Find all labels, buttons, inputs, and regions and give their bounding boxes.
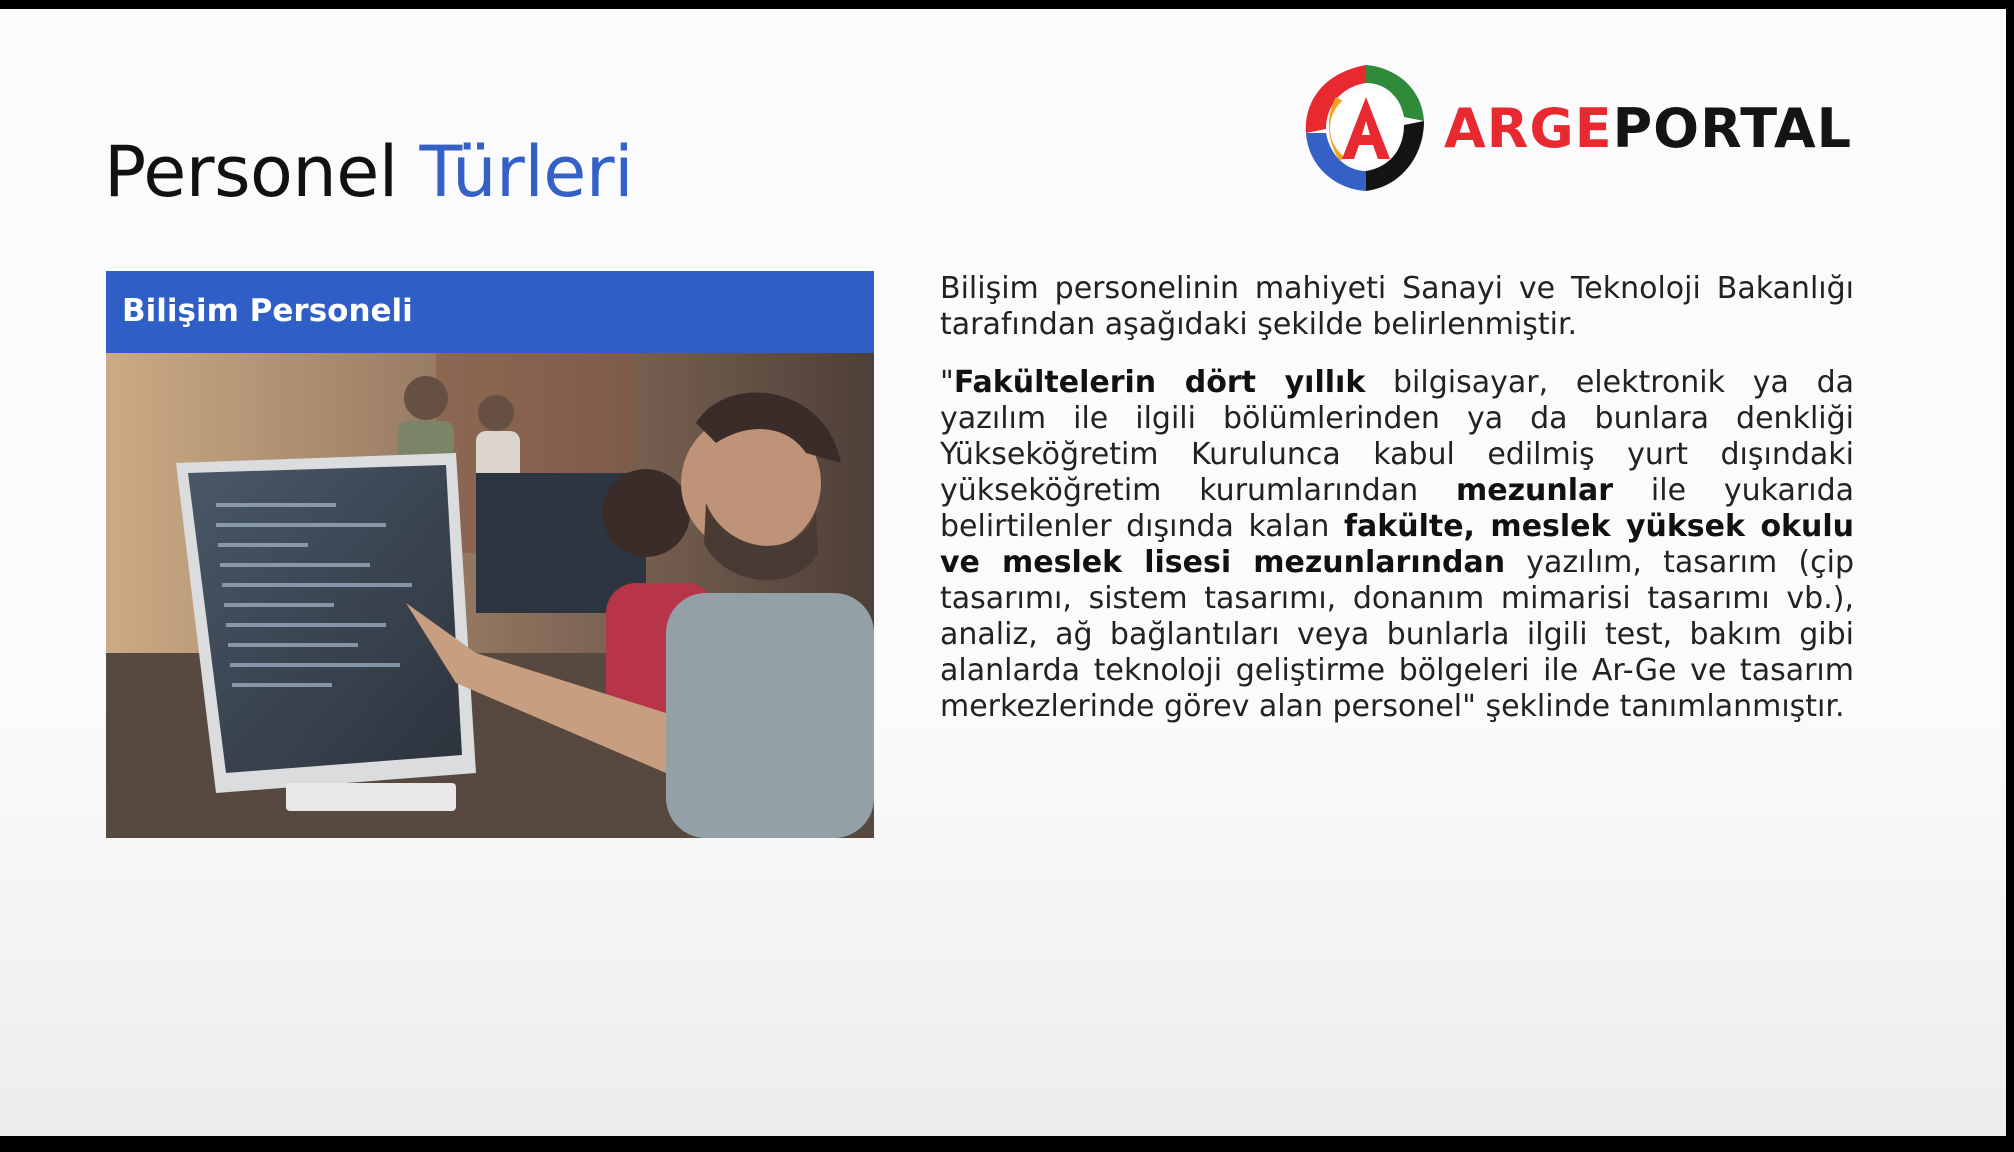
quote-segment-bold: mezunlar: [1455, 473, 1614, 508]
quote-segment: yazılım, tasarım (çip tasarımı, sistem tasarımı, donanım mimarisi tasarımı vb.), analiz, ağ bağlantıları veya bunlarla ilgili test, bakım gibi alanlarda teknoloji geliştirme bölgeleri ile Ar-Ge ve tasarım merkezlerinde görev alan personel" şeklinde tanımlanmıştır.: [940, 545, 1854, 724]
title-part-1: Personel: [104, 131, 398, 213]
definition-paragraph: [940, 365, 1854, 725]
argeportal-logo: [1296, 57, 1896, 199]
quote-segment-bold: fakülte, meslek yüksek okulu ve meslek lisesi mezunlarından: [940, 509, 1854, 580]
intro-paragraph: Bilişim personelinin mahiyeti Sanayi ve Teknoloji Bakanlığı tarafından aşağıdaki şekilde belirlenmiştir.: [940, 271, 1854, 342]
title-part-2: Türleri: [419, 131, 634, 213]
logo-wordmark-portal: PORTAL: [1612, 97, 1853, 160]
slide-title: [104, 131, 633, 213]
logo-wordmark: [1444, 97, 1852, 160]
image-panel: [106, 271, 874, 838]
body-text: [940, 271, 1854, 747]
panel-heading: Bilişim Personeli: [122, 293, 413, 329]
quote-segment-bold: Fakültelerin dört yıllık: [953, 365, 1366, 400]
quote-segment: bilgisayar, elektronik ya da yazılım ile ilgili bölümlerinden ya da bunlara denkliği Yükseköğretim Kurulunca kabul edilmiş yurt dışındaki yükseköğretim kurumlarından: [940, 365, 1854, 508]
developers-photo: [106, 353, 874, 838]
quote-segment: ile yukarıda belirtilenler dışında kalan: [940, 473, 1854, 544]
quote-segment: ": [940, 365, 954, 400]
presentation-slide: [0, 9, 2006, 1136]
logo-wordmark-arge: ARGE: [1444, 97, 1613, 160]
argeportal-swirl-icon: [1296, 57, 1436, 199]
panel-header: [106, 271, 874, 353]
office-photo-illustration: [106, 353, 874, 838]
